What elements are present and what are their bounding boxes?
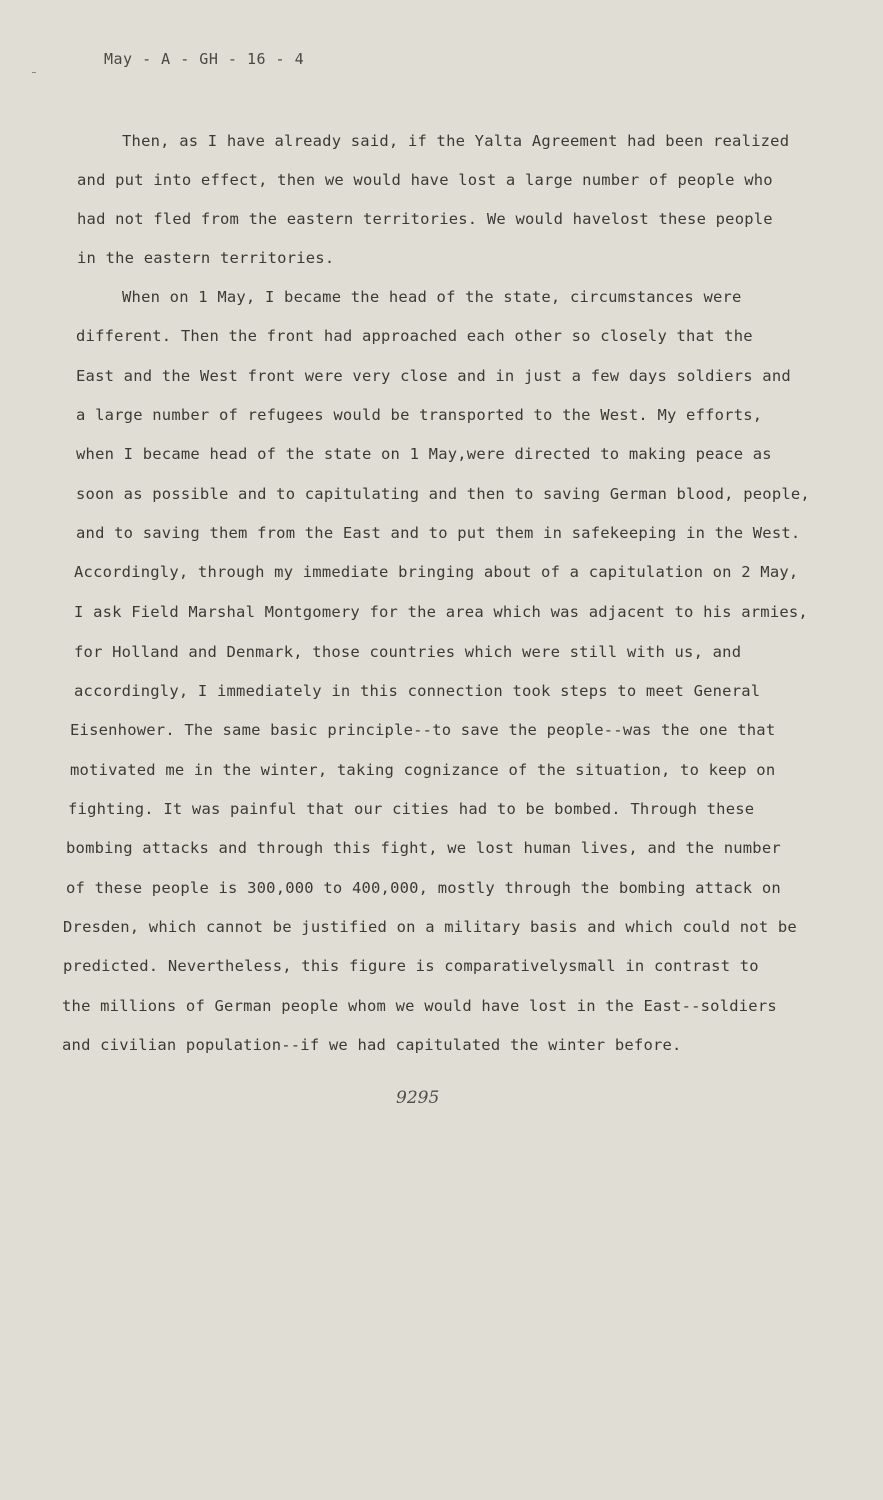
text-line: Accordingly, through my immediate bringing about of a capitulation on 2 May, <box>74 563 799 581</box>
text-line: bombing attacks and through this fight, we lost human lives, and the number <box>66 839 781 857</box>
text-line: when I became head of the state on 1 May,were directed to making peace as <box>76 445 772 463</box>
text-line: and civilian population--if we had capitulated the winter before. <box>62 1036 682 1054</box>
text-line: of these people is 300,000 to 400,000, mostly through the bombing attack on <box>66 879 781 897</box>
text-line: Then, as I have already said, if the Yalta Agreement had been realized <box>122 132 790 150</box>
page-number: 9295 <box>396 1088 440 1108</box>
text-line: accordingly, I immediately in this connection took steps to meet General <box>74 682 761 700</box>
text-line: predicted. Nevertheless, this figure is comparativelysmall in contrast to <box>63 957 759 975</box>
text-line: the millions of German people whom we would have lost in the East--soldiers <box>62 997 777 1015</box>
text-line: Dresden, which cannot be justified on a military basis and which could not be <box>63 918 797 936</box>
text-line: and to saving them from the East and to put them in safekeeping in the West. <box>76 524 801 542</box>
text-line: I ask Field Marshal Montgomery for the area which was adjacent to his armies, <box>74 603 808 621</box>
margin-mark <box>32 72 36 73</box>
text-line: had not fled from the eastern territories. We would havelost these people <box>77 210 773 228</box>
text-line: Eisenhower. The same basic principle--to save the people--was the one that <box>70 721 776 739</box>
text-line: and put into effect, then we would have lost a large number of people who <box>77 171 773 189</box>
text-line: soon as possible and to capitulating and then to saving German blood, people, <box>76 485 810 503</box>
document-reference-header: May - A - GH - 16 - 4 <box>104 50 305 68</box>
text-line: for Holland and Denmark, those countries which were still with us, and <box>74 643 742 661</box>
text-line: East and the West front were very close and in just a few days soldiers and <box>76 367 791 385</box>
text-line: a large number of refugees would be transported to the West. My efforts, <box>76 406 763 424</box>
text-line: motivated me in the winter, taking cognizance of the situation, to keep on <box>70 761 776 779</box>
text-line: different. Then the front had approached each other so closely that the <box>76 327 753 345</box>
text-line: fighting. It was painful that our cities had to be bombed. Through these <box>68 800 755 818</box>
text-line: When on 1 May, I became the head of the state, circumstances were <box>122 288 742 306</box>
text-line: in the eastern territories. <box>77 249 335 267</box>
